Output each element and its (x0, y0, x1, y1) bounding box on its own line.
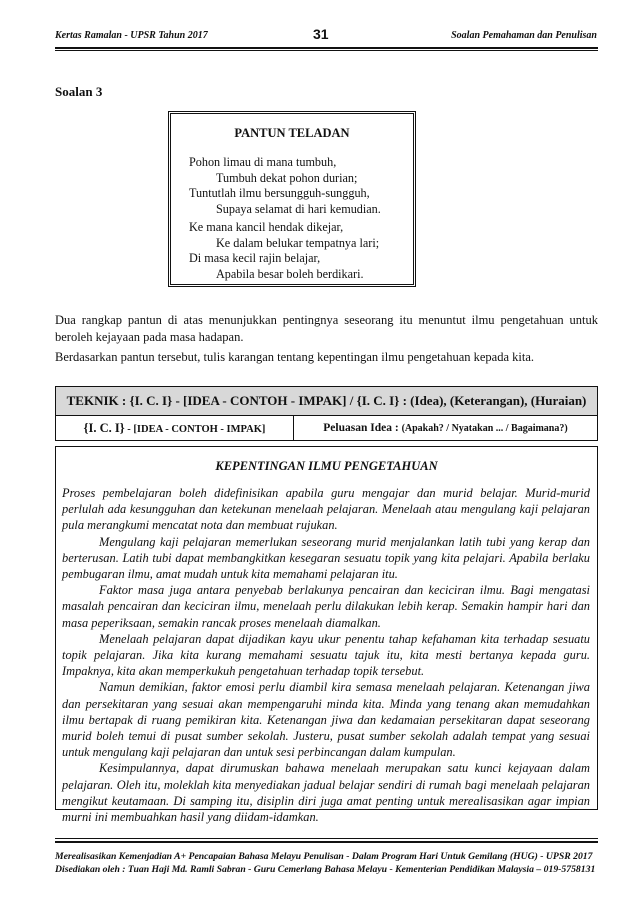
essay-paragraph: Kesimpulannya, dapat dirumuskan bahawa menelaah merupakan satu kunci kejayaan dalam pelajaran. Oleh itu, moleklah kita menyediakan jadual belajar sendiri di rumah bagi menelaah pelajaran mengikut keutamaan. Di samping itu, disiplin diri juga amat penting untuk merealisasikan agar impian murni ini membuahkan hasil yang diidam-idamkan. (62, 761, 590, 825)
pantun-line: Pohon limau di mana tumbuh, (189, 155, 337, 169)
page-number: 31 (313, 26, 329, 42)
teknik-table (55, 386, 598, 441)
essay-box (55, 446, 598, 825)
header-left-title: Kertas Ramalan - UPSR Tahun 2017 (55, 30, 208, 41)
teknik-right-cell (294, 416, 597, 440)
pantun-title: PANTUN TELADAN (234, 126, 350, 140)
pantun-line: Apabila besar boleh berdikari. (216, 266, 364, 281)
question-label: Soalan 3 (55, 84, 103, 99)
pantun-box (168, 111, 416, 287)
footer-rule-thin (55, 838, 598, 839)
teknik-right-main: Peluasan Idea : (323, 422, 402, 434)
essay-paragraph: Proses pembelajaran boleh didefinisikan apabila guru mengajar dan murid belajar. Murid-murid perlulah ada kesungguhan dan ketekunan menelaah pelajaran. Menelaah atau mengulang kaji pelajaran pula merangkumi mencatat nota dan membuat rujukan. (62, 486, 590, 533)
essay-title: KEPENTINGAN ILMU PENGETAHUAN (215, 459, 438, 473)
essay-paragraph: Mengulang kaji pelajaran memerlukan seseorang murid menjalankan latih tubi yang kerap dan berterusan. Latih tubi dapat membangkitkan kesegaran sesuatu topik yang kita pelajari. Apabila berlaku pembugaran ilmu, amat mudah untuk kita memahami pelajaran itu. (62, 534, 590, 582)
pantun-line: Ke dalam belukar tempatnya lari; (216, 235, 380, 250)
teknik-right-small: (Apakah? / Nyatakan ... / Bagaimana?) (401, 423, 568, 434)
instruction-paragraph-1: Dua rangkap pantun di atas menunjukkan pentingnya seseorang itu menuntut ilmu pengetahuan untuk beroleh kejayaan pada masa hadapan. (55, 313, 598, 344)
teknik-left-small: - [IDEA - CONTOH - IMPAK] (124, 424, 266, 435)
page-header (55, 26, 597, 46)
pantun-stanza-2 (189, 220, 379, 282)
pantun-line: Tuntutlah ilmu bersungguh-sungguh, (189, 186, 370, 200)
pantun-line: Tumbuh dekat pohon durian; (216, 170, 358, 185)
header-rule-thin (55, 50, 598, 51)
footer-line-2: Disediakan oleh : Tuan Haji Md. Ramli Sabran - Guru Cemerlang Bahasa Melayu - Kementerian Pendidikan Malaysia – 019-5758131 (55, 864, 596, 875)
footer-line-1: Merealisasikan Kemenjadian A+ Pencapaian Bahasa Melayu Penulisan - Dalam Program Hari Untuk Gemilang (HUG) - UPSR 2017 (55, 851, 593, 862)
pantun-stanza-1 (189, 155, 381, 217)
header-rule-thick (55, 47, 598, 49)
essay-body (62, 485, 590, 825)
teknik-left-cell (56, 416, 294, 440)
teknik-left-main: {I. C. I} (83, 421, 125, 435)
pantun-line: Supaya selamat di hari kemudian. (216, 201, 381, 216)
pantun-line: Di masa kecil rajin belajar, (189, 251, 321, 265)
pantun-line: Ke mana kancil hendak dikejar, (189, 220, 344, 234)
essay-paragraph: Faktor masa juga antara penyebab berlakunya pencairan dan keciciran ilmu. Bagi mengatasi masalah pencairan dan keciciran ilmu, menelaah perlu dilakukan lebih kerap. Semakin hampir hari dan masa peperiksaan, semakin rancak proses menelaah diamalkan. (62, 583, 590, 630)
essay-paragraph: Menelaah pelajaran dapat dijadikan kayu ukur penentu tahap kefahaman kita terhadap sesuatu topik pelajaran. Jika kita kurang memahami sesuatu tajuk itu, kita mesti bertanya kepada guru. Impaknya, kita akan memperkukuh pengetahuan terhadap topik tersebut. (62, 631, 590, 679)
header-right-title: Soalan Pemahaman dan Penulisan (451, 30, 597, 41)
footer-rule-thick (55, 841, 598, 843)
essay-paragraph: Namun demikian, faktor emosi perlu diambil kira semasa menelaah pelajaran. Ketenangan jiwa dan persekitaran yang sesuai akan mempengaruhi minda kita. Minda yang tenang akan memudahkan ilmu bertapak di ruang pemikiran kita. Ketenangan jiwa dan kedamaian persekitaran dapat seseorang murid boleh temui di pusat sumber sekolah. Justeru, pusat sumber sekolah adalah tempat yang sesuai untuk mengulang kaji pelajaran dan untuk sesi perbincangan dalam kumpulan. (62, 680, 590, 760)
instruction-paragraph-2: Berdasarkan pantun tersebut, tulis karangan tentang kepentingan ilmu pengetahuan kepada kita. (55, 350, 535, 364)
teknik-heading: TEKNIK : {I. C. I} - [IDEA - CONTOH - IMPAK] / {I. C. I} : (Idea), (Keterangan), (Huraian) (56, 387, 597, 416)
